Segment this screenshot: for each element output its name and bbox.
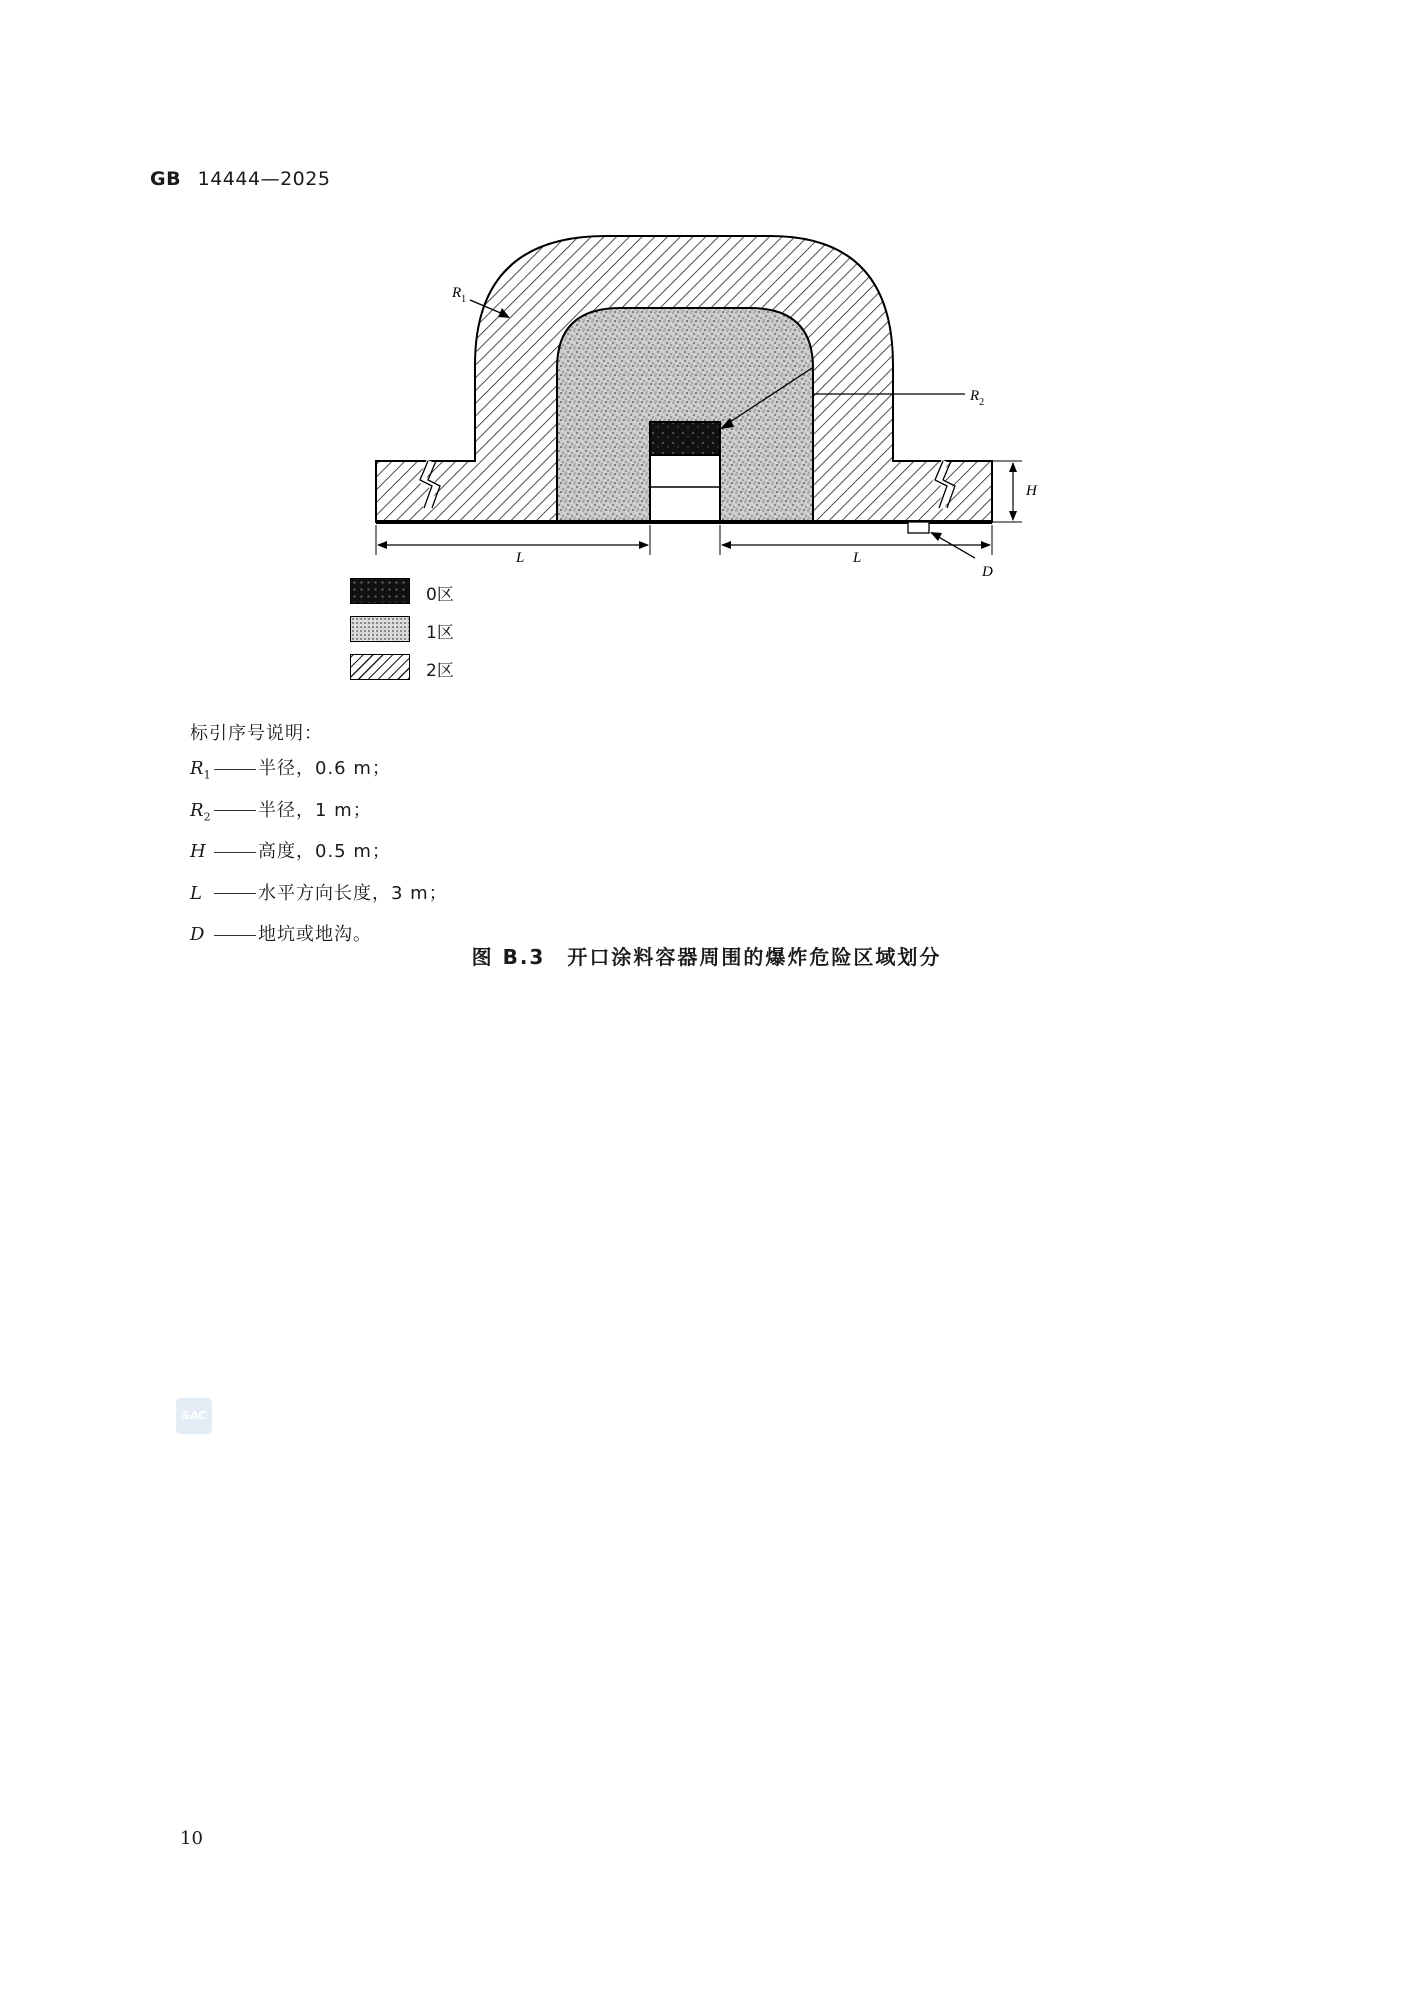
note-text: 半径，1 m；: [258, 799, 372, 821]
key-notes: [190, 716, 448, 959]
note-dash: [214, 852, 256, 853]
note-dash: [214, 935, 256, 936]
l-label-left: L: [516, 550, 525, 566]
legend-item-zone1: [350, 616, 550, 646]
d-leader: [937, 536, 975, 558]
legend-item-zone2: [350, 654, 550, 684]
note-item: [190, 793, 448, 835]
legend-label-zone2: 2区: [426, 661, 454, 681]
page-number: 10: [180, 1828, 203, 1849]
note-item: [190, 834, 448, 876]
legend-label-zone1: 1区: [426, 623, 454, 643]
pit: [908, 522, 929, 533]
note-item: [190, 751, 448, 793]
legend-swatch-zone0: [350, 578, 410, 604]
note-text: 高度，0.5 m；: [258, 841, 391, 863]
figure-caption: 图 B.3 开口涂料容器周围的爆炸危险区域划分: [471, 945, 942, 969]
note-text: 地坑或地沟。: [258, 924, 372, 946]
zone0-region: [650, 422, 720, 455]
r2-label: $R_2$: [970, 388, 985, 408]
note-dash: [214, 769, 256, 770]
note-text: 水平方向长度，3 m；: [258, 882, 448, 904]
note-symbol: H: [190, 841, 206, 863]
note-symbol: D: [190, 924, 205, 946]
legend-swatch-zone1: [350, 616, 410, 642]
standard-prefix: GB: [150, 168, 182, 190]
notes-title: 标引序号说明：: [190, 723, 323, 744]
legend-item-zone0: [350, 578, 550, 608]
note-dash: [214, 893, 256, 894]
note-symbol: $R_1$: [190, 758, 211, 782]
d-label: D: [982, 564, 993, 580]
note-text: 半径，0.6 m；: [258, 758, 391, 779]
legend-swatch-zone2: [350, 654, 410, 680]
l-label-right: L: [853, 550, 862, 566]
r1-label: $R_1$: [452, 285, 467, 305]
note-symbol: $R_2$: [190, 799, 211, 824]
legend-label-zone0: 0区: [426, 585, 454, 605]
standard-number: 14444—2025: [197, 168, 331, 190]
sac-logo: SAC: [176, 1398, 212, 1434]
note-dash: [214, 810, 256, 811]
note-item: [190, 876, 448, 918]
note-symbol: L: [190, 882, 202, 904]
h-label: H: [1026, 483, 1037, 499]
